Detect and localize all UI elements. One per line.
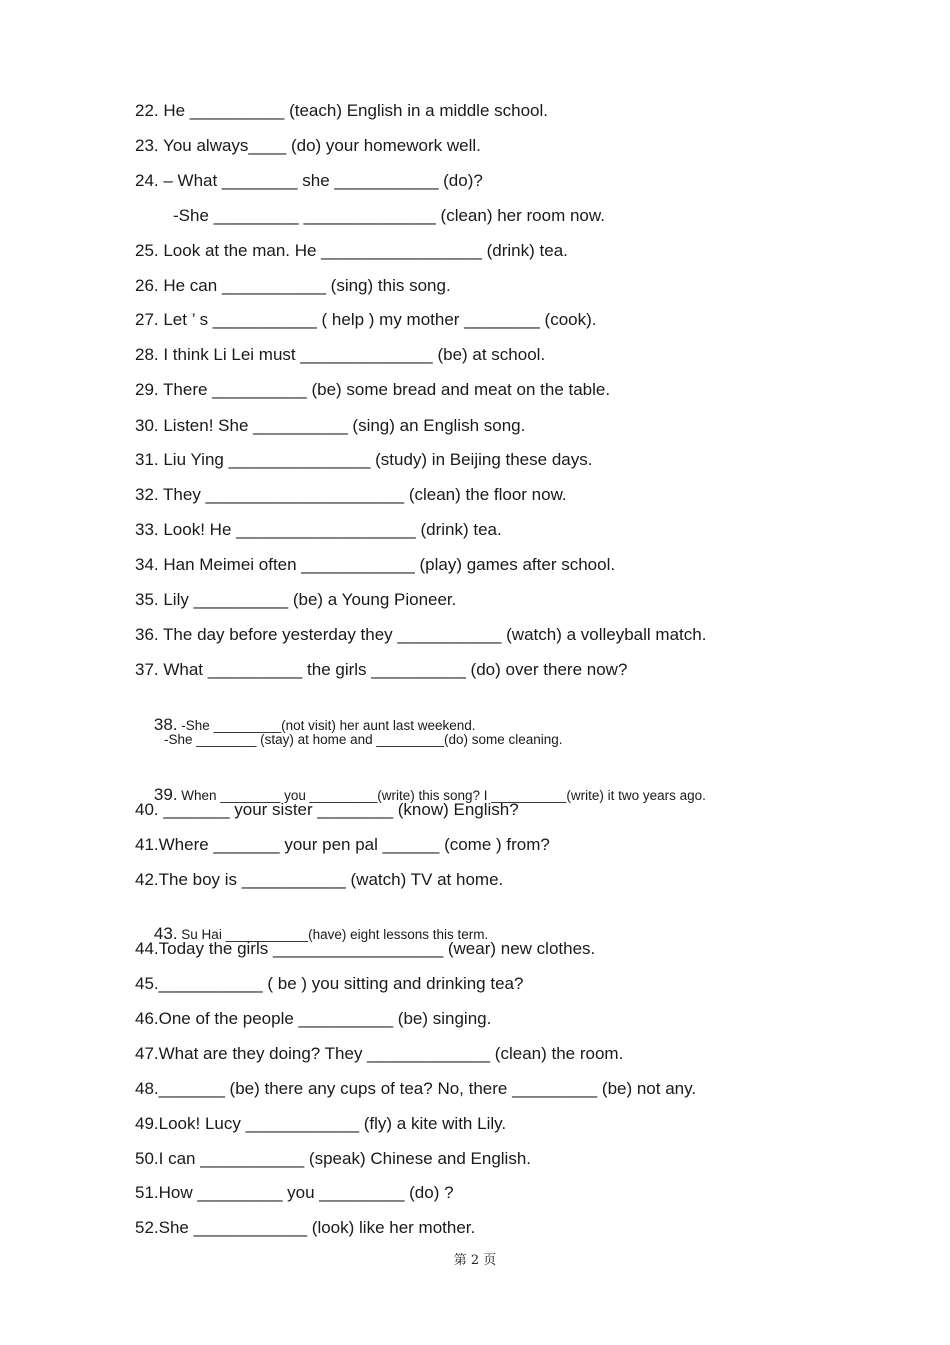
exercise-number-38: 38.	[153, 715, 178, 734]
exercise-line-48: 48._______ (be) there any cups of tea? No, there _________ (be) not any.	[135, 1079, 697, 1098]
exercise-line-52: 52.She ____________ (look) like her mother.	[135, 1218, 476, 1237]
exercise-text-43: Su Hai ___________(have) eight lessons this term.	[177, 927, 489, 942]
exercise-line-29: 29. There __________ (be) some bread and meat on the table.	[135, 380, 611, 399]
exercise-line-28: 28. I think Li Lei must ______________ (be) at school.	[135, 345, 546, 364]
exercise-line-38-answer: -She ________ (stay) at home and _________(do) some cleaning.	[164, 732, 563, 747]
exercise-line-24: 24. – What ________ she ___________ (do)?	[135, 171, 483, 190]
exercise-line-42: 42.The boy is ___________ (watch) TV at home.	[135, 870, 504, 889]
exercise-number-39: 39.	[153, 785, 178, 804]
exercise-text-38: -She _________(not visit) her aunt last weekend.	[177, 718, 476, 733]
exercise-line-36: 36. The day before yesterday they ___________ (watch) a volleyball match.	[135, 625, 707, 644]
exercise-line-44: 44.Today the girls __________________ (wear) new clothes.	[135, 939, 596, 958]
exercise-line-26: 26. He can ___________ (sing) this song.	[135, 276, 451, 295]
exercise-line-34: 34. Han Meimei often ____________ (play) games after school.	[135, 555, 616, 574]
exercise-line-47: 47.What are they doing? They _____________ (clean) the room.	[135, 1044, 624, 1063]
exercise-line-32: 32. They _____________________ (clean) the floor now.	[135, 485, 567, 504]
exercise-line-45: 45.___________ ( be ) you sitting and drinking tea?	[135, 974, 524, 993]
exercise-text-39: When ________ you _________(write) this song? I __________(write) it two years ago.	[177, 788, 706, 803]
exercise-line-35: 35. Lily __________ (be) a Young Pioneer.	[135, 590, 457, 609]
exercise-number-43: 43.	[153, 924, 178, 943]
exercise-line-49: 49.Look! Lucy ____________ (fly) a kite with Lily.	[135, 1114, 507, 1133]
exercise-line-25: 25. Look at the man. He _________________ (drink) tea.	[135, 241, 568, 260]
exercise-line-46: 46.One of the people __________ (be) singing.	[135, 1009, 492, 1028]
exercise-line-50: 50.I can ___________ (speak) Chinese and English.	[135, 1149, 532, 1168]
exercise-line-33: 33. Look! He ___________________ (drink) tea.	[135, 520, 502, 539]
exercise-line-37: 37. What __________ the girls __________ (do) over there now?	[135, 660, 628, 679]
exercise-line-23: 23. You always____ (do) your homework well.	[135, 136, 481, 155]
exercise-line-27: 27. Let ’ s ___________ ( help ) my mother ________ (cook).	[135, 310, 597, 329]
exercise-line-30: 30. Listen! She __________ (sing) an English song.	[135, 416, 526, 435]
exercise-line-24-answer: -She _________ ______________ (clean) her room now.	[173, 206, 605, 225]
exercise-line-51: 51.How _________ you _________ (do) ?	[135, 1183, 454, 1202]
page-number-footer: 第 2 页	[453, 1253, 497, 1268]
exercise-line-41: 41.Where _______ your pen pal ______ (come ) from?	[135, 835, 550, 854]
exercise-line-31: 31. Liu Ying _______________ (study) in Beijing these days.	[135, 450, 593, 469]
exercise-line-40: 40. _______ your sister ________ (know) English?	[135, 800, 519, 819]
exercise-line-22: 22. He __________ (teach) English in a middle school.	[135, 101, 548, 120]
